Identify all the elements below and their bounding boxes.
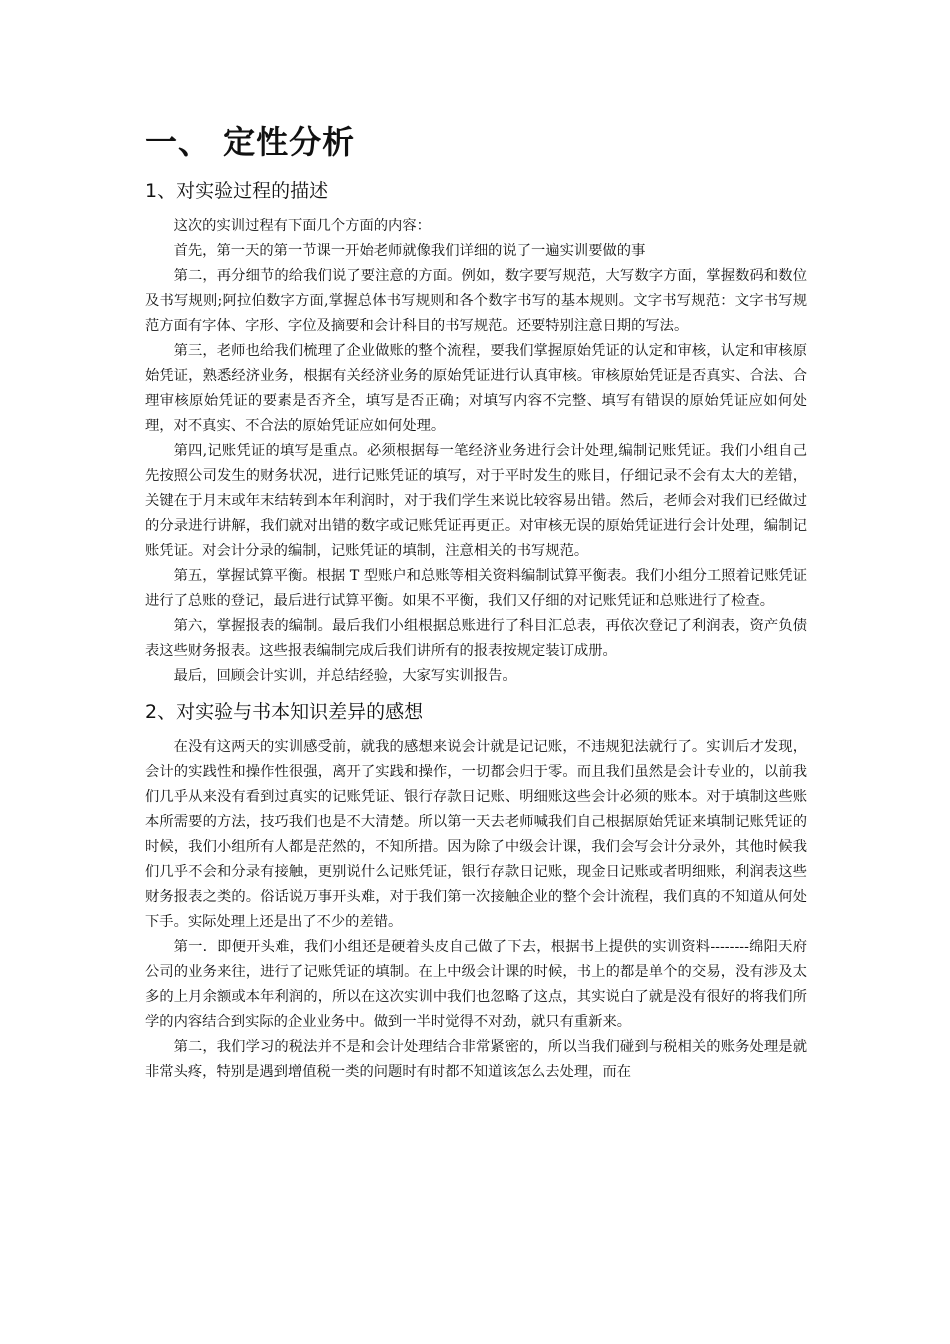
- paragraph: 这次的实训过程有下面几个方面的内容：: [173, 218, 431, 234]
- paragraph: 第五，掌握试算平衡。根据 T 型账户和总账等相关资料编制试算平衡表。我们小组分工照着记账凭证进行了总账的登记，最后进行试算平衡。如果不平衡，我们又仔细的对记账凭证和总账进行了检查。: [145, 568, 807, 609]
- heading-main: 一、 定性分析: [145, 123, 356, 161]
- section-spacer: [145, 689, 807, 697]
- paragraph: 第四,记账凭证的填写是重点。必须根据每一笔经济业务进行会计处理,编制记账凭证。我们小组自己先按照公司发生的财务状况，进行记账凭证的填写，对于平时发生的账目，仔细记录不会有太大的差错，关键在于月末或年末结转到本年利润时，对于我们学生来说比较容易出错。然后，老师会对我们已经做过的分录进行讲解，我们就对出错的数字或记账凭证再更正。对审核无误的原始凭证进行会计处理，编制记账凭证。对会计分录的编制，记账凭证的填制，注意相关的书写规范。: [145, 443, 807, 559]
- section-2-title: 2、对实验与书本知识差异的感想: [145, 701, 424, 723]
- section-1-title: 1、对实验过程的描述: [145, 180, 329, 202]
- document-page: [145, 118, 807, 1085]
- paragraph: 第六，掌握报表的编制。最后我们小组根据总账进行了科目汇总表，再依次登记了利润表，资产负债表这些财务报表。这些报表编制完成后我们讲所有的报表按规定装订成册。: [145, 618, 807, 659]
- section-2-body: [145, 735, 807, 1085]
- section-1-body: [145, 214, 807, 689]
- paragraph: 第三，老师也给我们梳理了企业做账的整个流程，要我们掌握原始凭证的认定和审核，认定和审核原始凭证，熟悉经济业务，根据有关经济业务的原始凭证进行认真审核。审核原始凭证是否真实、合法、合理审核原始凭证的要素是否齐全，填写是否正确；对填写内容不完整、填写有错误的原始凭证应如何处理，对不真实、不合法的原始凭证应如何处理。: [145, 343, 807, 434]
- paragraph: 第一．即便开头难，我们小组还是硬着头皮自己做了下去，根据书上提供的实训资料--------绵阳天府公司的业务来往，进行了记账凭证的填制。在上中级会计课的时候，书上的都是单个的交易，没有涉及太多的上月余额或本年利润的，所以在这次实训中我们也忽略了这点，其实说白了就是没有很好的将我们所学的内容结合到实际的企业业务中。做到一半时觉得不对劲，就只有重新来。: [145, 939, 807, 1030]
- paragraph: 第二，再分细节的给我们说了要注意的方面。例如，数字要写规范，大写数字方面，掌握数码和数位及书写规则;阿拉伯数字方面,掌握总体书写规则和各个数字书写的基本规则。文字书写规范：文字书写规范方面有字体、字形、字位及摘要和会计科目的书写规范。还要特别注意日期的写法。: [145, 268, 807, 334]
- paragraph: 在没有这两天的实训感受前，就我的感想来说会计就是记记账，不违规犯法就行了。实训后才发现，会计的实践性和操作性很强，离开了实践和操作，一切都会归于零。而且我们虽然是会计专业的，以前我们几乎从来没有看到过真实的记账凭证、银行存款日记账、明细账这些会计必须的账本。对于填制这些账本所需要的方法，技巧我们也是不大清楚。所以第一天去老师喊我们自己根据原始凭证来填制记账凭证的时候，我们小组所有人都是茫然的，不知所措。因为除了中级会计课，我们会写会计分录外，其他时候我们几乎不会和分录有接触，更别说什么记账凭证，银行存款日记账，现金日记账或者明细账，利润表这些财务报表之类的。俗话说万事开头难，对于我们第一次接触企业的整个会计流程，我们真的不知道从何处下手。实际处理上还是出了不少的差错。: [145, 739, 807, 930]
- paragraph: 首先，第一天的第一节课一开始老师就像我们详细的说了一遍实训要做的事: [173, 243, 646, 259]
- paragraph: 第二，我们学习的税法并不是和会计处理结合非常紧密的，所以当我们碰到与税相关的账务处理是就非常头疼，特别是遇到增值税一类的问题时有时都不知道该怎么去处理，而在: [145, 1039, 807, 1080]
- paragraph: 最后，回顾会计实训，并总结经验，大家写实训报告。: [173, 668, 517, 684]
